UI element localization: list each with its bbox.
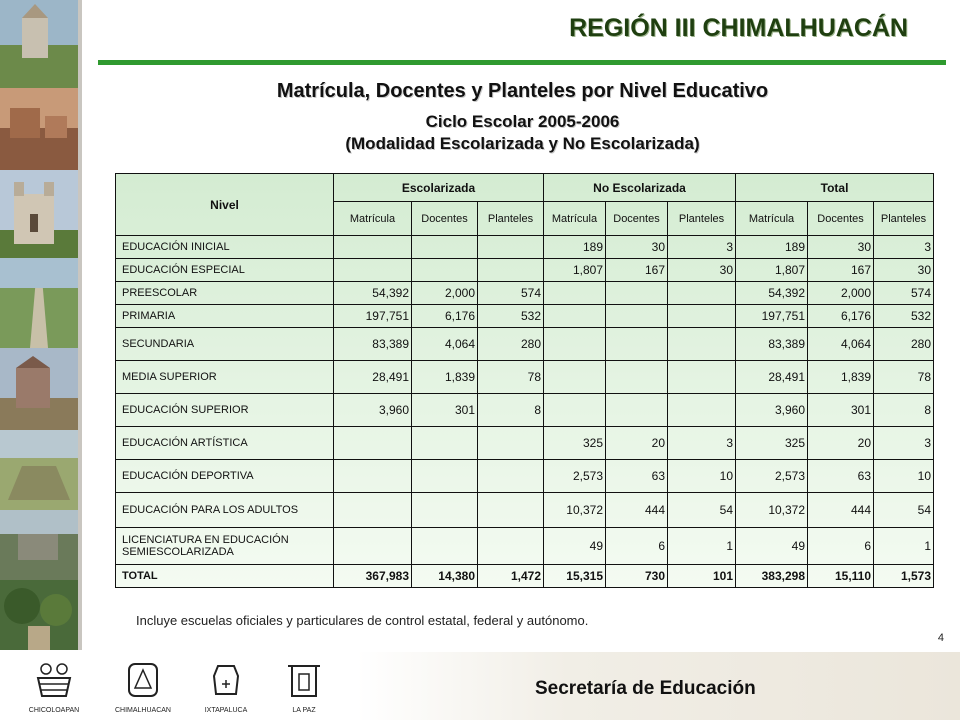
value-cell: 3,960 — [736, 394, 808, 427]
value-cell: 6,176 — [412, 305, 478, 328]
value-cell — [478, 493, 544, 528]
ruins-photo-2 — [0, 510, 78, 580]
value-cell: 20 — [808, 427, 874, 460]
value-cell — [606, 305, 668, 328]
value-cell: 1,807 — [736, 259, 808, 282]
temple-glyph-icon — [282, 660, 326, 700]
secretaria-label: Secretaría de Educación — [535, 678, 756, 699]
subcol-header: Planteles — [874, 202, 934, 236]
value-cell: 444 — [606, 493, 668, 528]
value-cell — [412, 493, 478, 528]
value-cell: 4,064 — [412, 328, 478, 361]
value-cell: 2,000 — [412, 282, 478, 305]
value-cell — [606, 282, 668, 305]
value-cell — [412, 236, 478, 259]
value-cell — [544, 394, 606, 427]
table-row — [116, 460, 934, 493]
value-cell: 325 — [736, 427, 808, 460]
table-row — [116, 282, 934, 305]
pyramid-photo — [0, 430, 78, 510]
table-row — [116, 394, 934, 427]
value-cell — [334, 460, 412, 493]
total-row — [116, 565, 934, 588]
value-cell: 28,491 — [334, 361, 412, 394]
value-cell: 10 — [874, 460, 934, 493]
shield-glyph-icon — [121, 660, 165, 700]
nivel-header: Nivel — [116, 174, 334, 236]
value-cell — [606, 328, 668, 361]
logo-chimalhuacan — [112, 660, 174, 714]
nivel-cell: EDUCACIÓN INICIAL — [116, 236, 334, 259]
nivel-cell: EDUCACIÓN ARTÍSTICA — [116, 427, 334, 460]
nivel-cell: PREESCOLAR — [116, 282, 334, 305]
church-photo-1 — [0, 0, 78, 88]
value-cell — [334, 528, 412, 565]
value-cell — [334, 236, 412, 259]
church-photo-3 — [0, 348, 78, 430]
value-cell: 10,372 — [736, 493, 808, 528]
value-cell: 1 — [668, 528, 736, 565]
subcol-header: Docentes — [412, 202, 478, 236]
trees-photo — [0, 580, 78, 650]
subcol-header: Matrícula — [736, 202, 808, 236]
logo-caption: CHICOLOAPAN — [28, 707, 80, 714]
value-cell: 1,839 — [412, 361, 478, 394]
value-cell — [334, 427, 412, 460]
value-cell — [334, 493, 412, 528]
value-cell — [478, 236, 544, 259]
value-cell: 8 — [874, 394, 934, 427]
value-cell: 1,807 — [544, 259, 606, 282]
value-cell: 8 — [478, 394, 544, 427]
value-cell — [478, 528, 544, 565]
value-cell: 4,064 — [808, 328, 874, 361]
subcol-header: Planteles — [478, 202, 544, 236]
church-photo-2 — [0, 170, 78, 258]
cycle-subtitle: Ciclo Escolar 2005-2006 — [425, 112, 620, 131]
nivel-cell: EDUCACIÓN SUPERIOR — [116, 394, 334, 427]
logo-caption: CHIMALHUACAN — [114, 707, 171, 714]
value-cell: 2,573 — [736, 460, 808, 493]
birds-basket-icon — [32, 660, 76, 700]
value-cell: 167 — [808, 259, 874, 282]
value-cell: 1,573 — [874, 565, 934, 588]
nivel-cell: LICENCIATURA EN EDUCACIÓN SEMIESCOLARIZADA — [116, 528, 334, 565]
subcol-header: Matrícula — [334, 202, 412, 236]
value-cell: 280 — [478, 328, 544, 361]
value-cell: 444 — [808, 493, 874, 528]
value-cell: 2,000 — [808, 282, 874, 305]
value-cell — [544, 361, 606, 394]
nivel-cell: MEDIA SUPERIOR — [116, 361, 334, 394]
value-cell: 3,960 — [334, 394, 412, 427]
table-row — [116, 493, 934, 528]
value-cell — [668, 282, 736, 305]
page-number: 4 — [937, 632, 944, 644]
value-cell: 3 — [874, 427, 934, 460]
value-cell — [544, 282, 606, 305]
value-cell: 54,392 — [334, 282, 412, 305]
value-cell: 325 — [544, 427, 606, 460]
value-cell — [478, 460, 544, 493]
value-cell: 301 — [412, 394, 478, 427]
value-cell: 6 — [808, 528, 874, 565]
nivel-cell: EDUCACIÓN DEPORTIVA — [116, 460, 334, 493]
nivel-cell: EDUCACIÓN ESPECIAL — [116, 259, 334, 282]
jar-glyph-icon — [204, 660, 248, 700]
value-cell: 367,983 — [334, 565, 412, 588]
page-title: Matrícula, Docentes y Planteles por Nivel Educativo — [276, 80, 769, 102]
value-cell: 54,392 — [736, 282, 808, 305]
value-cell: 2,573 — [544, 460, 606, 493]
value-cell — [606, 394, 668, 427]
value-cell: 189 — [736, 236, 808, 259]
green-rule — [98, 60, 946, 65]
value-cell: 189 — [544, 236, 606, 259]
subcol-header: Matrícula — [544, 202, 606, 236]
value-cell: 383,298 — [736, 565, 808, 588]
value-cell: 15,315 — [544, 565, 606, 588]
table-row — [116, 259, 934, 282]
value-cell: 1,839 — [808, 361, 874, 394]
value-cell: 49 — [736, 528, 808, 565]
value-cell: 63 — [606, 460, 668, 493]
table-row — [116, 361, 934, 394]
subcol-header: Docentes — [606, 202, 668, 236]
nivel-cell: EDUCACIÓN PARA LOS ADULTOS — [116, 493, 334, 528]
table-row — [116, 236, 934, 259]
value-cell: 49 — [544, 528, 606, 565]
value-cell: 10,372 — [544, 493, 606, 528]
value-cell — [668, 394, 736, 427]
logo-ixtapaluca — [198, 660, 254, 714]
nivel-cell: PRIMARIA — [116, 305, 334, 328]
value-cell: 730 — [606, 565, 668, 588]
value-cell — [668, 328, 736, 361]
value-cell: 197,751 — [334, 305, 412, 328]
value-cell: 14,380 — [412, 565, 478, 588]
value-cell: 78 — [874, 361, 934, 394]
subcol-header: Docentes — [808, 202, 874, 236]
value-cell: 10 — [668, 460, 736, 493]
logo-chicoloapan — [28, 660, 80, 714]
value-cell: 1,472 — [478, 565, 544, 588]
region-title: REGIÓN III CHIMALHUACÁN — [569, 14, 908, 42]
value-cell — [412, 259, 478, 282]
value-cell: 20 — [606, 427, 668, 460]
value-cell: 15,110 — [808, 565, 874, 588]
value-cell — [412, 460, 478, 493]
footnote: Incluye escuelas oficiales y particulares de control estatal, federal y autónomo. — [136, 613, 589, 628]
value-cell: 532 — [478, 305, 544, 328]
table-row — [116, 328, 934, 361]
value-cell: 574 — [478, 282, 544, 305]
value-cell: 6,176 — [808, 305, 874, 328]
group-header-escolarizada: Escolarizada — [334, 174, 544, 202]
value-cell: 30 — [874, 259, 934, 282]
group-header-total: Total — [736, 174, 934, 202]
value-cell: 3 — [668, 427, 736, 460]
value-cell: 54 — [874, 493, 934, 528]
value-cell: 280 — [874, 328, 934, 361]
value-cell: 83,389 — [736, 328, 808, 361]
nivel-cell: SECUNDARIA — [116, 328, 334, 361]
value-cell: 28,491 — [736, 361, 808, 394]
value-cell: 301 — [808, 394, 874, 427]
modality-subtitle: (Modalidad Escolarizada y No Escolarizada) — [345, 134, 700, 153]
walkway-photo — [0, 258, 78, 348]
value-cell — [334, 259, 412, 282]
value-cell: 197,751 — [736, 305, 808, 328]
logo-la-paz — [280, 660, 328, 714]
value-cell: 574 — [874, 282, 934, 305]
value-cell — [606, 361, 668, 394]
value-cell: 54 — [668, 493, 736, 528]
table-row — [116, 528, 934, 565]
value-cell: 1 — [874, 528, 934, 565]
group-header-no-escolarizada: No Escolarizada — [544, 174, 736, 202]
value-cell: 30 — [808, 236, 874, 259]
logo-caption: LA PAZ — [292, 707, 316, 714]
value-cell — [668, 305, 736, 328]
value-cell: 63 — [808, 460, 874, 493]
value-cell: 3 — [874, 236, 934, 259]
value-cell — [544, 305, 606, 328]
value-cell: 78 — [478, 361, 544, 394]
value-cell: 3 — [668, 236, 736, 259]
value-cell: 30 — [606, 236, 668, 259]
enrollment-table — [115, 173, 934, 588]
logo-caption: IXTAPALUCA — [204, 707, 248, 714]
value-cell: 30 — [668, 259, 736, 282]
value-cell: 6 — [606, 528, 668, 565]
value-cell: 532 — [874, 305, 934, 328]
value-cell — [478, 427, 544, 460]
value-cell — [412, 427, 478, 460]
value-cell — [544, 328, 606, 361]
subcol-header: Planteles — [668, 202, 736, 236]
value-cell: 83,389 — [334, 328, 412, 361]
table-row — [116, 305, 934, 328]
value-cell — [478, 259, 544, 282]
value-cell: 101 — [668, 565, 736, 588]
value-cell: 167 — [606, 259, 668, 282]
nivel-cell: TOTAL — [116, 565, 334, 588]
value-cell — [412, 528, 478, 565]
value-cell — [668, 361, 736, 394]
table-row — [116, 427, 934, 460]
